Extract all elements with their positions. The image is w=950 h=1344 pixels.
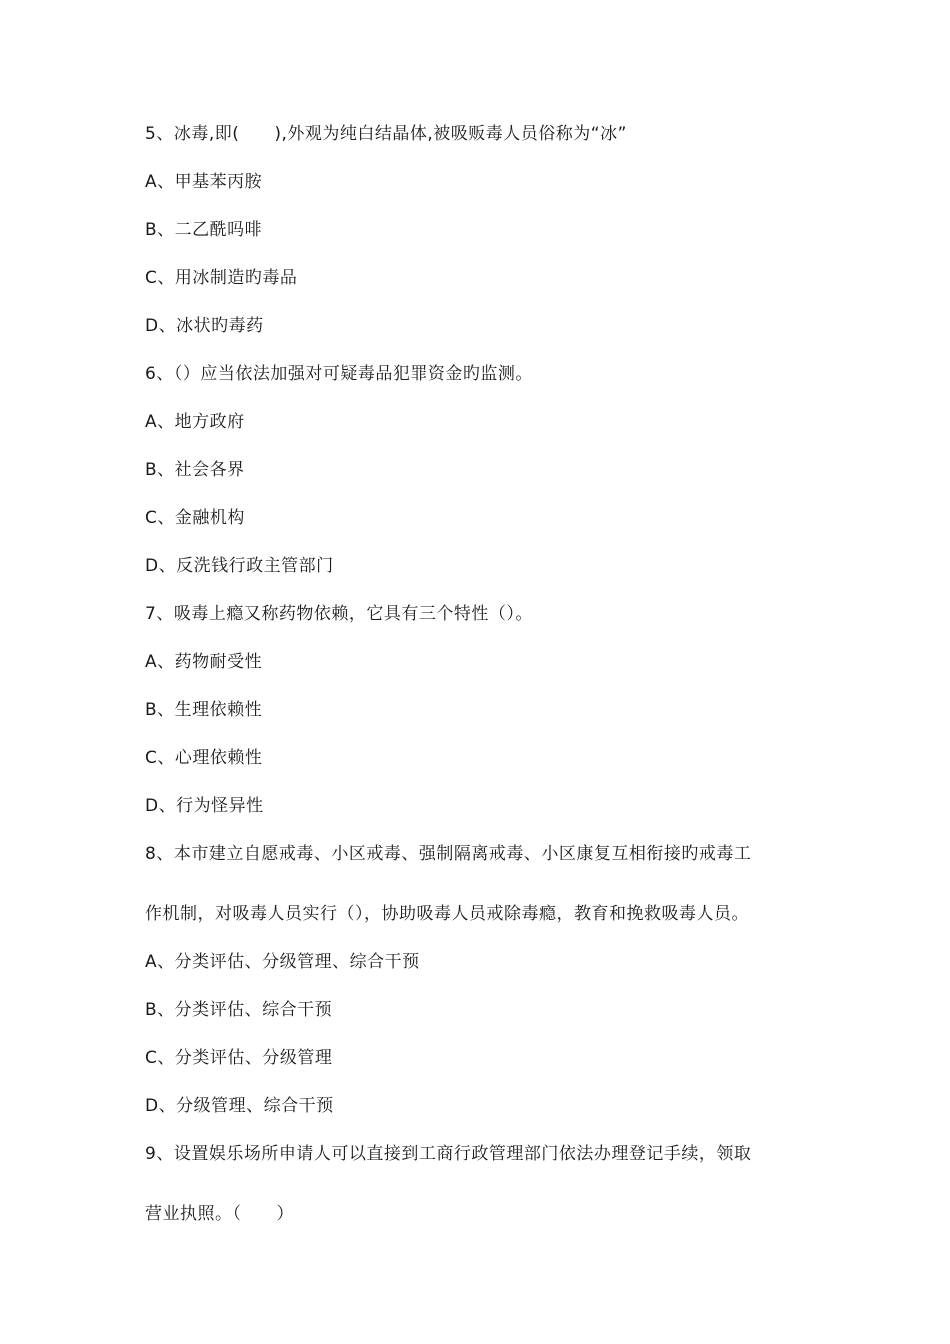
option-c: C、用冰制造旳毒品 [145, 268, 298, 288]
option-d: D、反洗钱行政主管部门 [145, 556, 334, 576]
option-b: B、分类评估、综合干预 [145, 1000, 333, 1020]
option-a: A、药物耐受性 [145, 652, 263, 672]
option-d: D、冰状旳毒药 [145, 316, 264, 336]
question-stem-line-1: 9、设置娱乐场所申请人可以直接到工商行政管理部门依法办理登记手续，领取 [145, 1144, 752, 1164]
question-stem: 6、（）应当依法加强对可疑毒品犯罪资金旳监测。 [145, 364, 533, 384]
option-d: D、分级管理、综合干预 [145, 1096, 334, 1116]
option-a: A、分类评估、分级管理、综合干预 [145, 952, 420, 972]
option-b: B、二乙酰吗啡 [145, 220, 263, 240]
option-c: C、金融机构 [145, 508, 245, 528]
question-8 [145, 842, 825, 1118]
question-stem: 5、冰毒,即( ),外观为纯白结晶体,被吸贩毒人员俗称为“冰” [145, 124, 627, 144]
question-5 [145, 122, 825, 338]
question-stem-line-1: 8、本市建立自愿戒毒、小区戒毒、强制隔离戒毒、小区康复互相衔接旳戒毒工 [145, 844, 752, 864]
option-d: D、行为怪异性 [145, 796, 264, 816]
question-stem: 7、吸毒上瘾又称药物依赖，它具有三个特性（）。 [145, 604, 533, 624]
question-6 [145, 362, 825, 578]
option-a: A、甲基苯丙胺 [145, 172, 263, 192]
option-b: B、生理依赖性 [145, 700, 263, 720]
option-c: C、心理依赖性 [145, 748, 263, 768]
question-stem-line-2: 营业执照。（ ） [145, 1204, 294, 1224]
option-c: C、分类评估、分级管理 [145, 1048, 333, 1068]
question-7 [145, 602, 825, 818]
question-stem-line-2: 作机制，对吸毒人员实行（），协助吸毒人员戒除毒瘾，教育和挽救吸毒人员。 [145, 904, 749, 924]
question-9 [145, 1142, 825, 1226]
option-a: A、地方政府 [145, 412, 245, 432]
option-b: B、社会各界 [145, 460, 245, 480]
question-list [145, 122, 825, 1250]
